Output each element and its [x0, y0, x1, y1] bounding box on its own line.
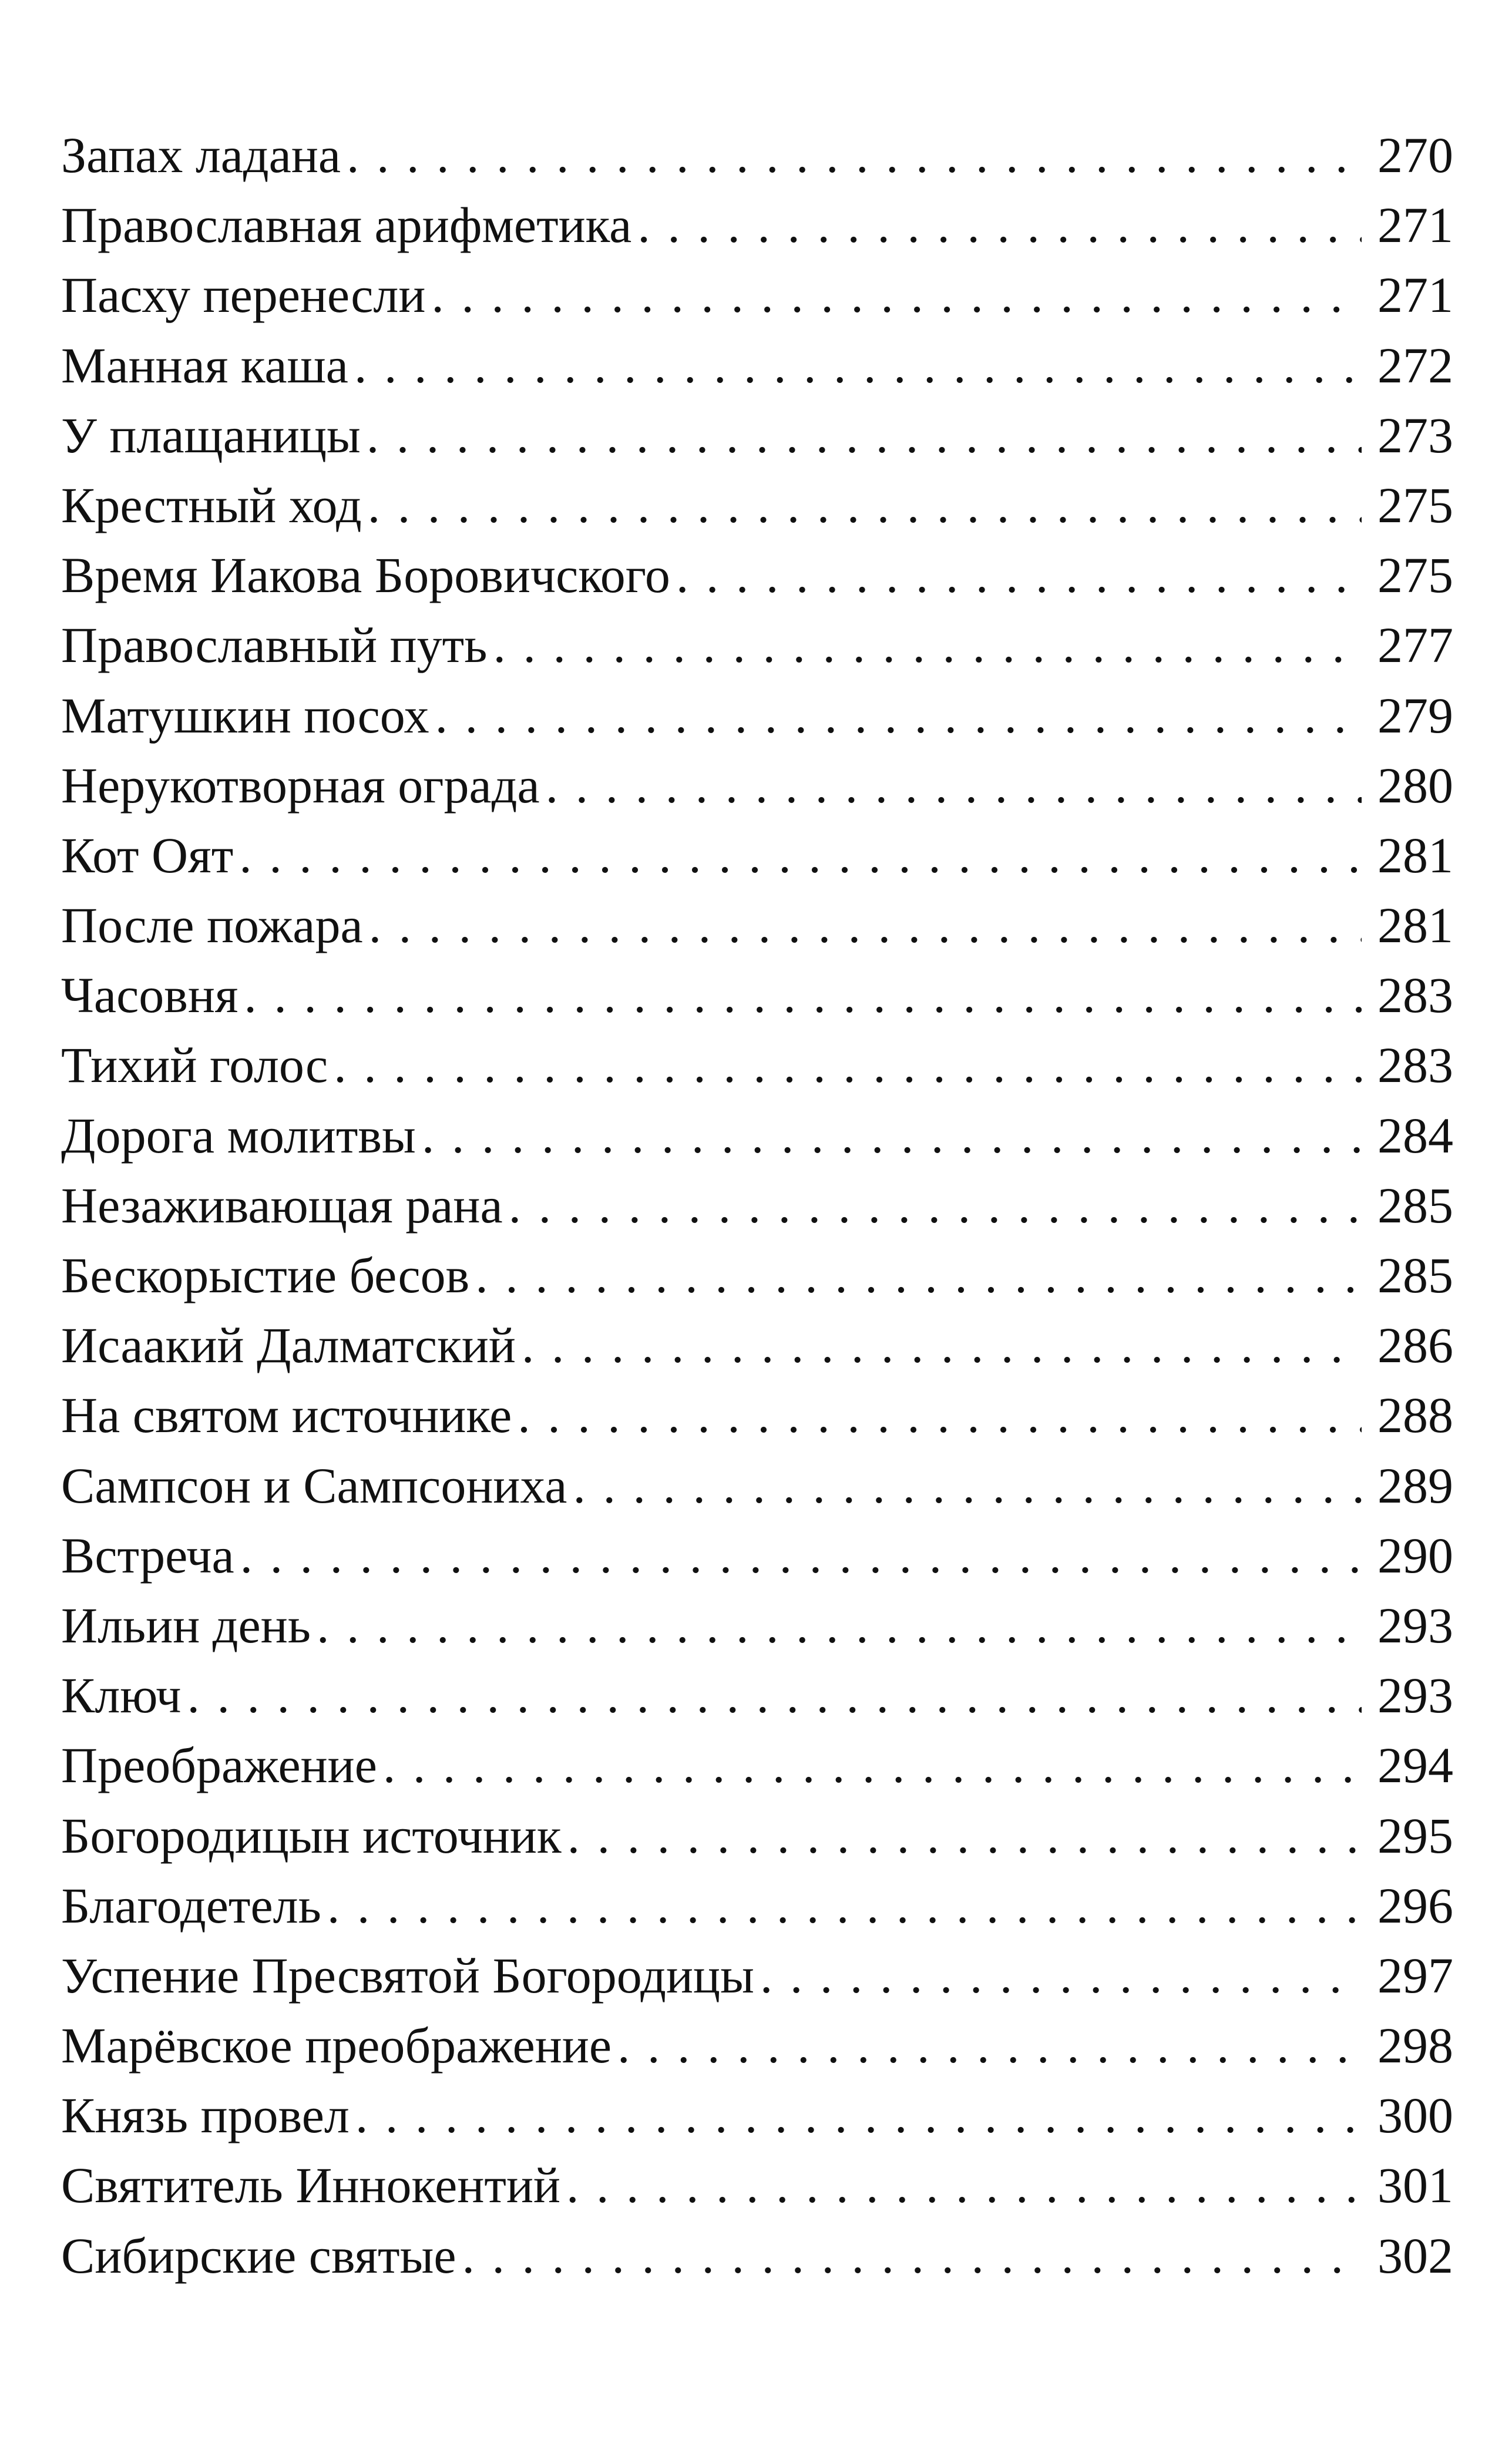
toc-entry [61, 2150, 1453, 2220]
toc-entry-page: 275 [1377, 547, 1453, 604]
toc-entry-page: 283 [1377, 1037, 1453, 1094]
toc-entry [61, 1521, 1453, 1591]
toc-entry [61, 1801, 1453, 1871]
toc-entry [61, 1171, 1453, 1241]
toc-entry-title: Исаакий Далматский [61, 1317, 516, 1374]
toc-entry-title: Время Иакова Боровичского [61, 547, 670, 604]
dot-leader [327, 1871, 1362, 1941]
dot-leader [462, 2221, 1362, 2291]
toc-entry [61, 2221, 1453, 2291]
toc-entry-page: 281 [1377, 897, 1453, 954]
toc-entry-page: 284 [1377, 1107, 1453, 1164]
toc-entry-title: Запах ладана [61, 127, 341, 183]
dot-leader [367, 401, 1362, 471]
toc-entry-page: 301 [1377, 2157, 1453, 2214]
dot-leader [334, 1030, 1362, 1100]
toc-entry-title: Нерукотворная ограда [61, 757, 540, 814]
toc-entry-page: 273 [1377, 406, 1453, 463]
dot-leader [475, 1241, 1362, 1311]
toc-entry-title: На святом источнике [61, 1387, 512, 1444]
dot-leader [239, 821, 1362, 891]
toc-entry-title: Кот Оят [61, 826, 234, 883]
toc-entry [61, 1380, 1453, 1450]
toc-entry-title: Ильин день [61, 1597, 311, 1654]
toc-entry-title: Крестный ход [61, 476, 362, 533]
toc-entry [61, 540, 1453, 610]
dot-leader [522, 1311, 1362, 1380]
dot-leader [546, 751, 1362, 821]
toc-entry [61, 1871, 1453, 1941]
dot-leader [317, 1591, 1362, 1661]
toc-entry [61, 1661, 1453, 1731]
toc-entry-page: 302 [1377, 2227, 1453, 2284]
toc-entry-page: 285 [1377, 1177, 1453, 1234]
toc-entry [61, 471, 1453, 540]
toc-entry [61, 2081, 1453, 2150]
toc-entry [61, 260, 1453, 330]
toc-entry [61, 2011, 1453, 2081]
toc-entry [61, 1311, 1453, 1380]
toc-entry-page: 297 [1377, 1947, 1453, 2004]
toc-entry-title: После пожара [61, 897, 363, 954]
toc-entry-page: 298 [1377, 2017, 1453, 2074]
toc-entry-title: Православная арифметика [61, 197, 632, 254]
toc-entry [61, 751, 1453, 821]
dot-leader [369, 891, 1362, 960]
dot-leader [347, 120, 1362, 190]
toc-entry-page: 285 [1377, 1247, 1453, 1303]
toc-entry [61, 1030, 1453, 1100]
toc-entry [61, 1101, 1453, 1171]
dot-leader [637, 190, 1362, 260]
dot-leader [509, 1171, 1362, 1241]
toc-entry-page: 290 [1377, 1527, 1453, 1584]
toc-entry-page: 275 [1377, 476, 1453, 533]
dot-leader [355, 2081, 1362, 2150]
toc-entry [61, 681, 1453, 751]
toc-entry [61, 401, 1453, 471]
toc-entry-page: 300 [1377, 2087, 1453, 2144]
dot-leader [244, 960, 1362, 1030]
toc-entry-page: 294 [1377, 1737, 1453, 1794]
toc-entry [61, 1241, 1453, 1311]
dot-leader [240, 1521, 1362, 1591]
toc-entry-title: Князь провел [61, 2087, 350, 2144]
dot-leader [354, 331, 1362, 401]
dot-leader [760, 1941, 1362, 2011]
toc-entry-title: Пасху перенесли [61, 267, 426, 324]
toc-entry [61, 821, 1453, 891]
dot-leader [187, 1661, 1362, 1731]
dot-leader [422, 1101, 1362, 1171]
toc-entry-page: 277 [1377, 617, 1453, 674]
toc-entry [61, 960, 1453, 1030]
dot-leader [431, 260, 1362, 330]
toc-entry [61, 891, 1453, 960]
toc-entry-title: Дорога молитвы [61, 1107, 416, 1164]
toc-entry [61, 190, 1453, 260]
toc-entry-page: 293 [1377, 1597, 1453, 1654]
toc-entry-page: 283 [1377, 967, 1453, 1024]
toc-entry-title: Бескорыстие бесов [61, 1247, 470, 1303]
toc-entry-page: 281 [1377, 826, 1453, 883]
toc-entry-page: 272 [1377, 337, 1453, 394]
toc-entry-title: Незаживающая рана [61, 1177, 503, 1234]
dot-leader [567, 1801, 1362, 1871]
toc-entry-page: 286 [1377, 1317, 1453, 1374]
toc-entry-title: Встреча [61, 1527, 234, 1584]
toc-entry-title: Матушкин посох [61, 687, 429, 744]
toc-entry-page: 295 [1377, 1807, 1453, 1864]
toc-entry-title: Марёвское преображение [61, 2017, 612, 2074]
toc-entry [61, 331, 1453, 401]
toc-entry-title: Благодетель [61, 1877, 321, 1934]
toc-entry-title: Часовня [61, 967, 238, 1024]
toc-entry-title: Манная каша [61, 337, 348, 394]
dot-leader [493, 610, 1362, 680]
toc-entry-page: 288 [1377, 1387, 1453, 1444]
toc-entry-title: Тихий голос [61, 1037, 328, 1094]
toc-entry-page: 280 [1377, 757, 1453, 814]
toc-entry [61, 1451, 1453, 1521]
dot-leader [435, 681, 1362, 751]
toc-entry-title: Богородицын источник [61, 1807, 562, 1864]
toc-entry-page: 271 [1377, 197, 1453, 254]
dot-leader [383, 1731, 1362, 1800]
toc-entry-title: Сибирские святые [61, 2227, 456, 2284]
toc-entry-title: Православный путь [61, 617, 488, 674]
dot-leader [368, 471, 1362, 540]
toc-entry-title: У плащаницы [61, 406, 361, 463]
toc-entry [61, 1591, 1453, 1661]
dot-leader [518, 1380, 1362, 1450]
toc-entry-title: Успение Пресвятой Богородицы [61, 1947, 754, 2004]
toc-entry [61, 610, 1453, 680]
dot-leader [566, 2150, 1362, 2220]
toc-entry-page: 289 [1377, 1457, 1453, 1514]
toc-entry [61, 120, 1453, 190]
table-of-contents [61, 120, 1453, 2291]
toc-entry-page: 279 [1377, 687, 1453, 744]
toc-entry [61, 1731, 1453, 1800]
toc-entry [61, 1941, 1453, 2011]
toc-entry-page: 293 [1377, 1667, 1453, 1724]
dot-leader [573, 1451, 1362, 1521]
dot-leader [676, 540, 1362, 610]
toc-entry-title: Святитель Иннокентий [61, 2157, 561, 2214]
toc-entry-title: Ключ [61, 1667, 182, 1724]
dot-leader [617, 2011, 1362, 2081]
toc-entry-title: Сампсон и Сампсониха [61, 1457, 567, 1514]
toc-entry-title: Преображение [61, 1737, 377, 1794]
toc-entry-page: 271 [1377, 267, 1453, 324]
toc-entry-page: 296 [1377, 1877, 1453, 1934]
toc-entry-page: 270 [1377, 127, 1453, 183]
